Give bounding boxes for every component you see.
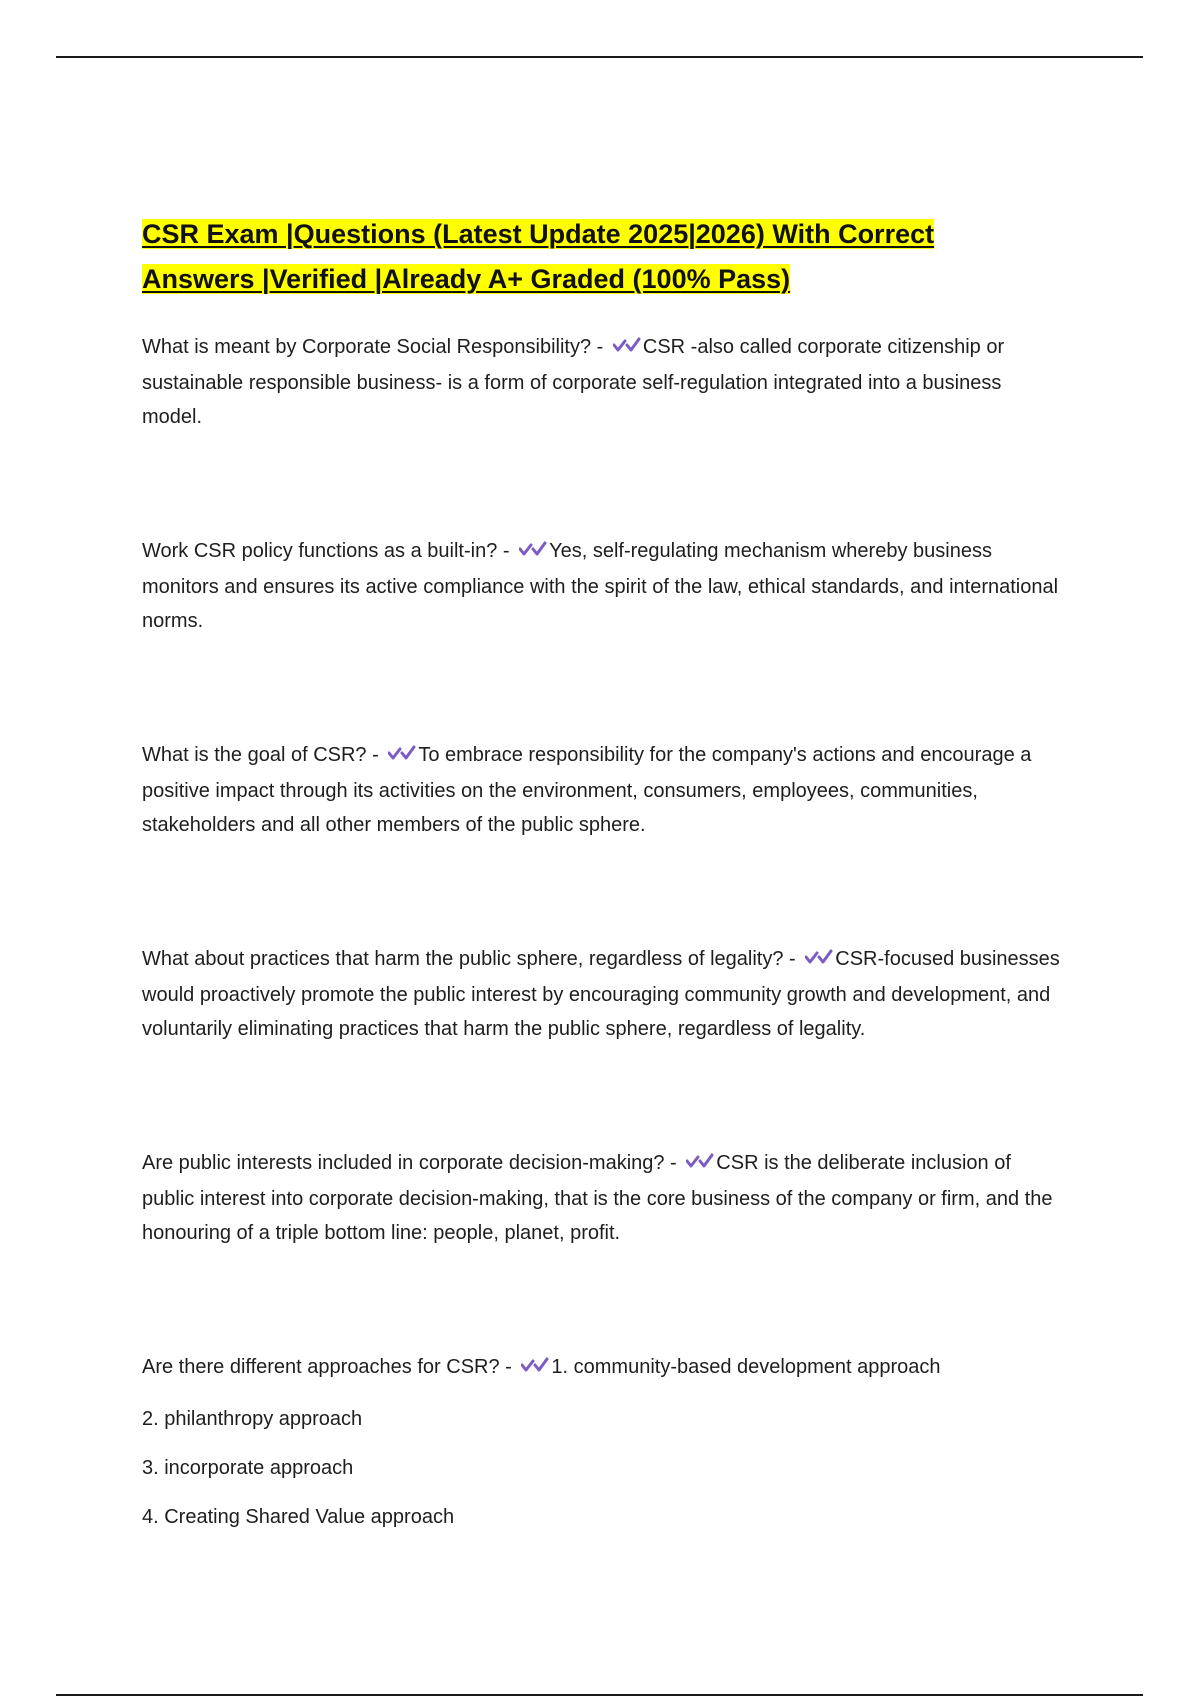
answer-text: 1. community-based development approach [551, 1356, 941, 1378]
qa-item-5 [142, 1146, 1062, 1250]
answer-text: To embrace responsibility for the company's actions and encourage a positive impact through its activities on the environment, consumers, employees, communities, stakeholders and all other members of the public sphere. [142, 744, 1032, 836]
double-check-icon [519, 536, 547, 570]
question-text: Work CSR policy functions as a built-in? [142, 540, 498, 562]
qa-item-4 [142, 942, 1062, 1046]
qa-item-3 [142, 738, 1062, 842]
answer-text: CSR -also called corporate citizenship or sustainable responsible business- is a form of corporate self-regulation integrated into a business model. [142, 336, 1005, 428]
double-check-icon [521, 1352, 549, 1386]
separator: - [366, 744, 385, 766]
question-text: Are public interests included in corporate decision-making? [142, 1152, 665, 1174]
separator: - [591, 336, 609, 358]
question-text: What about practices that harm the public sphere, regardless of legality? [142, 948, 784, 970]
qa-item-2 [142, 534, 1062, 638]
document-title [142, 212, 1062, 302]
double-check-icon [388, 740, 416, 774]
double-check-icon [613, 332, 641, 366]
approach-list [142, 1402, 1062, 1534]
question-text: What is meant by Corporate Social Responsibility? [142, 336, 592, 358]
bottom-rule [56, 1694, 1143, 1696]
separator: - [499, 1356, 518, 1378]
title-line-1: CSR Exam |Questions (Latest Update 2025|2026) With Correct [142, 219, 935, 249]
question-text: Are there different approaches for CSR? [142, 1356, 500, 1378]
qa-item-1 [142, 330, 1062, 434]
list-item: 2. philanthropy approach [142, 1408, 363, 1430]
separator: - [783, 948, 802, 970]
answer-text: CSR is the deliberate inclusion of public interest into corporate decision-making, that is the core business of the company or firm, and the honouring of a triple bottom line: people, planet, profit. [142, 1152, 1053, 1244]
answer-text: CSR-focused businesses would proactively promote the public interest by encouraging community growth and development, and voluntarily eliminating practices that harm the public sphere, regardless of legality. [142, 948, 1060, 1040]
list-item: 4. Creating Shared Value approach [142, 1506, 455, 1528]
top-rule [56, 56, 1143, 58]
separator: - [497, 540, 516, 562]
double-check-icon [686, 1148, 714, 1182]
title-line-2: Answers |Verified |Already A+ Graded (100% Pass) [142, 264, 791, 294]
answer-text: Yes, self-regulating mechanism whereby business monitors and ensures its active compliance with the spirit of the law, ethical standards, and international norms. [142, 540, 1059, 632]
list-item: 3. incorporate approach [142, 1457, 354, 1479]
separator: - [664, 1152, 683, 1174]
question-text: What is the goal of CSR? [142, 744, 367, 766]
qa-item-6 [142, 1350, 1062, 1386]
double-check-icon [805, 944, 833, 978]
document-body [142, 212, 1062, 1549]
